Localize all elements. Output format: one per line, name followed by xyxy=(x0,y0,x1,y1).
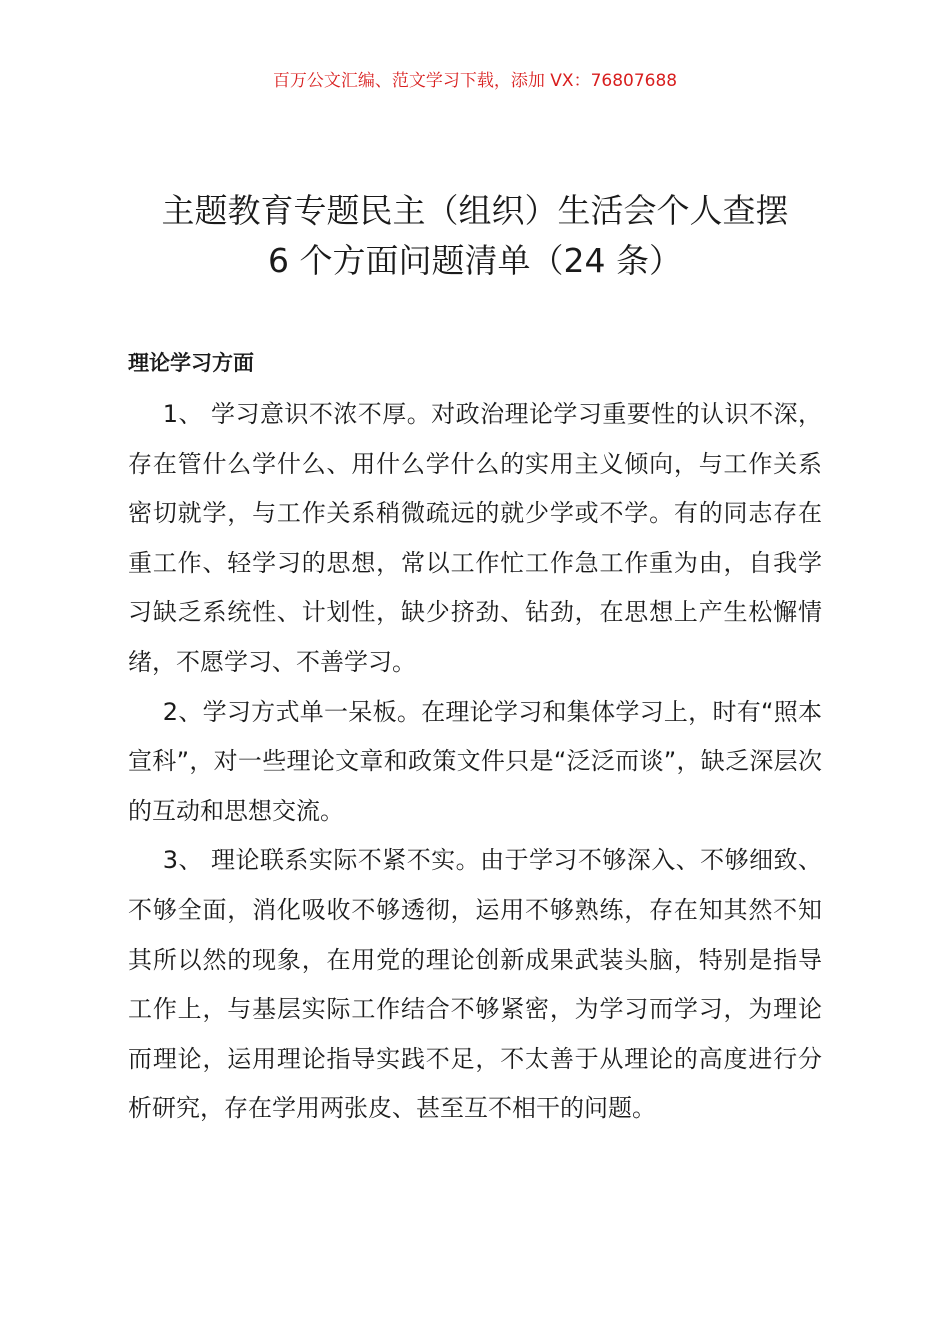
section-body xyxy=(128,390,822,1134)
title-line-1: 主题教育专题民主（组织）生活会个人查摆 xyxy=(161,191,789,230)
paragraph-3: 3、 理论联系实际不紧不实。由于学习不够深入、不够细致、不够全面，消化吸收不够透彻，运用不够熟练，存在知其然不知其所以然的现象，在用党的理论创新成果武装头脑，特别是指导工作上，与基层实际工作结合不够紧密，为学习而学习，为理论而理论，运用理论指导实践不足，不太善于从理论的高度进行分析研究，存在学用两张皮、甚至互不相干的问题。 xyxy=(128,846,822,1123)
paragraph-2: 2、学习方式单一呆板。在理论学习和集体学习上，时有“照本宣科”，对一些理论文章和政策文件只是“泛泛而谈”，缺乏深层次的互动和思想交流。 xyxy=(128,697,822,825)
watermark-header: 百万公文汇编、范文学习下载，添加 VX：76807688 xyxy=(272,71,678,91)
title-line-2: 6 个方面问题清单（24 条） xyxy=(268,241,682,280)
document-title xyxy=(100,186,850,286)
paragraph-1: 1、 学习意识不浓不厚。对政治理论学习重要性的认识不深，存在管什么学什么、用什么学什么的实用主义倾向，与工作关系密切就学，与工作关系稍微疏远的就少学或不学。有的同志存在重工作、轻学习的思想，常以工作忙工作急工作重为由，自我学习缺乏系统性、计划性，缺少挤劲、钻劲，在思想上产生松懈情绪，不愿学习、不善学习。 xyxy=(128,400,822,676)
section-heading: 理论学习方面 xyxy=(128,351,254,375)
